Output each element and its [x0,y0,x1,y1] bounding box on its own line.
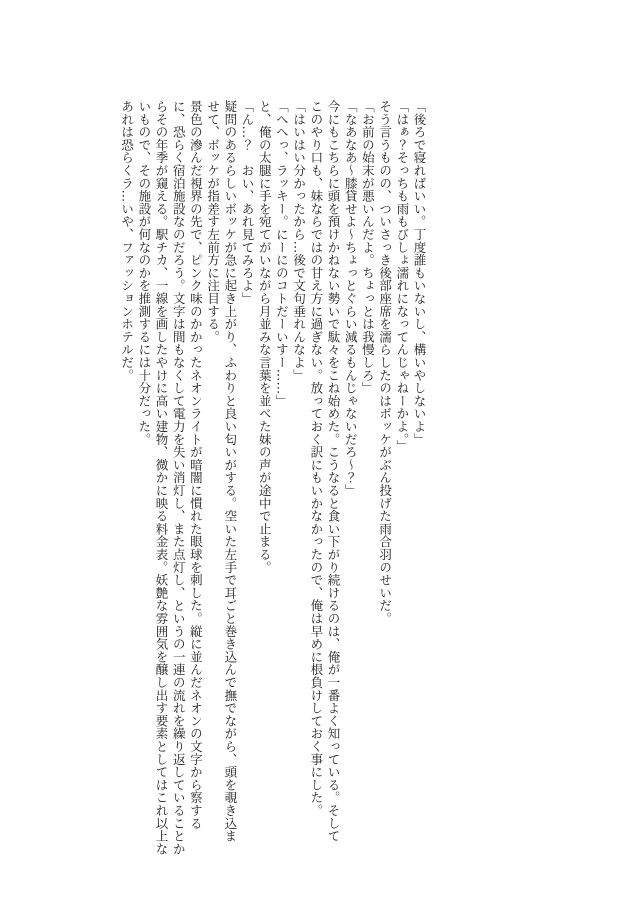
text-column: らその年季が窺える。駅チカ、一線を画したやけに高い建物、微かに映る料金表。妖艶な雰囲気を醸し出す要素としてはこれ以上な [154,100,169,856]
text-column: 「後ろで寝ればいい。丁度誰もいないし、構いやしないよ」 [412,100,427,446]
text-column: 景色の滲んだ視界の先で、ピンク味のかかったネオンライトが暗闇に慣れた眼球を刺した。縦に並んだネオンの文字から察する [188,100,204,830]
text-column: 「へへっ、ラッキー。にーにのコトだーいすー……」 [274,100,290,408]
text-column: そう言うものの、ついさっき後部座席を濡らしたのはボッケがぶん投げた雨合羽のせいだ。 [377,100,393,625]
text-column: 「はいはい分かったから…後で文句垂れんなよ」 [291,100,307,382]
vertical-text-block [116,100,427,856]
text-column: 「なあなあ～膝貸せよ～ちょっとぐらい減るもんじゃないだろ～？」 [343,100,359,497]
text-column: 今にもこちらに頭を預けかねない勢いで駄々をこね始めた。こうなると食い下がり続けるのは、俺が一番よく知っている。そして [326,100,341,843]
text-column: と、俺の太腿に手を宛てがいながら月並みな言葉を並べた妹の声が途中で止まる。 [257,100,273,574]
text-column: せて、ボッケが指差す左前方に注目する。 [205,100,221,344]
text-column: 「お前の始末が悪いんだよ。ちょっとは我慢しろ」 [360,100,376,395]
text-column: に、恐らく宿泊施設なのだろう。文字は間もなくして電力を失い消灯し、また点灯し、というの一連の流れを繰り返していることか [171,100,187,856]
text-column: このやり口も、妹ならではの甘え方に過ぎない。放っておく訳にもいかなかったので、俺は早めに根負けしておく事にした。 [308,100,324,817]
text-column: いもので、その施設が何なのかを推測するには十分だった。 [136,100,152,446]
text-column: あれは恐らくラ…いや、ファッションホテルだ。 [119,100,135,382]
text-column: 「ん…？ おい、あれ見てみろよ」 [240,100,255,305]
text-column: 疑問のあるらしいボッケが急に起き上がり、ふわりと良い匂いがする。空いた左手で耳ごと巻き込んで撫でながら、頭を覗き込ま [222,100,238,843]
text-column: 「はぁ？そっちも雨もびしょ濡れになってんじゃねーかよ。」 [394,100,410,453]
